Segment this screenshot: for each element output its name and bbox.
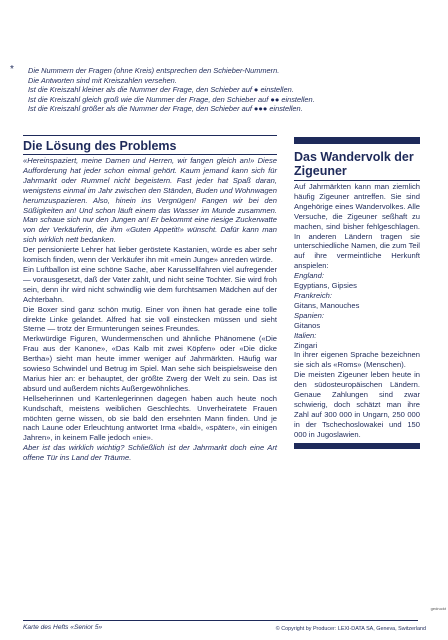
side-own-name: In ihrer eigenen Sprache bezeichnen sie sich als «Roms» (Menschen). (294, 350, 420, 370)
main-article-body (23, 156, 277, 463)
side-name: Zingari (294, 340, 318, 350)
side-name: Gitanos (294, 320, 321, 330)
side-country: Italien: (294, 330, 317, 340)
main-paragraph: Hellseherinnen und Kartenlegerinnen dagegen haben auch heute noch Kundschaft, meistens weiblichen Geschlechts. Unverheiratete Frauen möchten gerne wissen, ob sie bald den ersehnten Mann finden. Und je nach Laune oder Erleuchtung antwortet Irma «bald», «später», «in einigen Jahren», in keinem Falle jedoch «nie». (23, 393, 277, 443)
side-body (294, 182, 420, 440)
side-country: Spanien: (294, 310, 324, 320)
footer-card-label: Karte des Hefts «Senior 5» (23, 624, 103, 631)
instruction-line: Die Antworten sind mit Kreiszahlen versehen. (28, 75, 177, 85)
side-intro: Auf Jahrmärkten kann man ziemlich häufig Zigeuner antreffen. Sie sind Angehörige eines Wandervolkes. Alle Versuche, die Zigeuner seßhaft zu machen, sind bisher fehlgeschlagen. In anderen Ländern tragen sie unterschiedliche Namen, die zum Teil auf ihre vermeintliche Herkunft anspielen: (294, 182, 420, 271)
side-bottom-bar (294, 443, 420, 449)
instruction-line: Ist die Kreiszahl gleich groß wie die Nummer der Frage, den Schieber auf ●● einstellen. (28, 94, 315, 104)
instruction-lines (28, 66, 315, 114)
side-title: Das Wandervolk der Zigeuner (294, 150, 414, 178)
side-name: Egyptians, Gipsies (294, 281, 357, 291)
footer-rule (23, 620, 418, 621)
main-paragraph: Die Boxer sind ganz schön mutig. Einer von ihnen hat gerade eine tolle direkte Linke gelandet. Alfred hat sie voll einstecken müssen und sieht Sterne — trotz der Ermunterungen seines Freundes. (23, 304, 277, 334)
edge-stamp: gedruckt (430, 606, 446, 611)
main-top-rule (23, 135, 277, 136)
asterisk-marker: * (10, 64, 14, 75)
instruction-line: Ist die Kreiszahl größer als die Nummer der Frage, den Schieber auf ●●● einstellen. (28, 104, 303, 113)
main-paragraph: Merkwürdige Figuren, Wundermenschen und ähnliche Phänomene («Die Frau aus der Kanone», «Das Kalb mit zwei Köpfen» oder «Die dicke Bertha») sieht man heute immer weniger auf Jahrmärkten. Häufig war sowieso Schwindel und Betrug im Spiel. Man sehe sich beispielsweise den Marius hier an: er behauptet, der größte Zwerg der Welt zu sein. Das ist absurd und außerdem nichts Außergewöhnliches. (23, 334, 277, 393)
side-outro: Die meisten Zigeuner leben heute in den südosteuropäischen Ländern. Genaue Zahlungen sind zwar schwierig, doch schätzt man ihre Zahl auf 300 000 in Ungarn, 250 000 in der Tschechoslowakei und 150 000 in Jugoslawien. (294, 370, 420, 439)
main-paragraph: Aber ist das wirklich wichtig? Schließlich ist der Jahrmarkt doch eine Art offene Tür ins Land der Träume. (23, 443, 277, 463)
side-country: Frankreich: (294, 290, 332, 300)
side-title-rule (294, 180, 420, 181)
main-paragraph: Der pensionierte Lehrer hat lieber geröstete Kastanien, würde es aber sehr komisch finden, wenn der Verkäufer ihn mit «mein Junge» anreden würde. (23, 245, 277, 265)
main-paragraph: «Hereinspaziert, meine Damen und Herren, wir fangen gleich an!» Diese Aufforderung hat jeder schon einmal gehört. Kaum jemand kann sich für Jahrmarkt oder Rummel nicht begeistern. Fast jeder hat Spaß daran, wenigstens einmal im Jahr zwischen den Ständen, Buden und Wohnwagen herumzuspazieren. Also, hinein ins Vergnügen! Fangen wir bei den Süßigkeiten an! Und schon läuft einem das Wasser im Munde zusammen. Man schaue sich nur den Jungen an! Er bekommt eine riesige Zuckerwatte von der Verkäuferin, die ihm «Guten Appetit!» wünscht. Dafür kann man sich wirklich nett bedanken. (23, 156, 277, 245)
instruction-line: Die Nummern der Fragen (ohne Kreis) entsprechen den Schieber-Nummern. (28, 66, 280, 75)
main-title-rule (23, 154, 277, 155)
side-name: Gitans, Manouches (294, 300, 360, 310)
footer-copyright: © Copyright by Producer: LEXI-DATA SA, Geneva, Switzerland (275, 626, 426, 632)
main-title: Die Lösung des Problems (23, 139, 177, 153)
side-top-bar (294, 137, 420, 144)
main-paragraph: Ein Luftballon ist eine schöne Sache, aber Karussellfahren viel aufregender — vorausgesetzt, daß der Vater zahlt, und nicht seine Tochter. Sie wird froh sein, denn ihr wird nicht schwindlig wie dem furchtsamen Mädchen auf der Achterbahn. (23, 264, 277, 304)
instruction-line: Ist die Kreiszahl kleiner als die Nummer der Frage, den Schieber auf ● einstellen. (28, 85, 294, 94)
side-country: England: (294, 271, 324, 281)
